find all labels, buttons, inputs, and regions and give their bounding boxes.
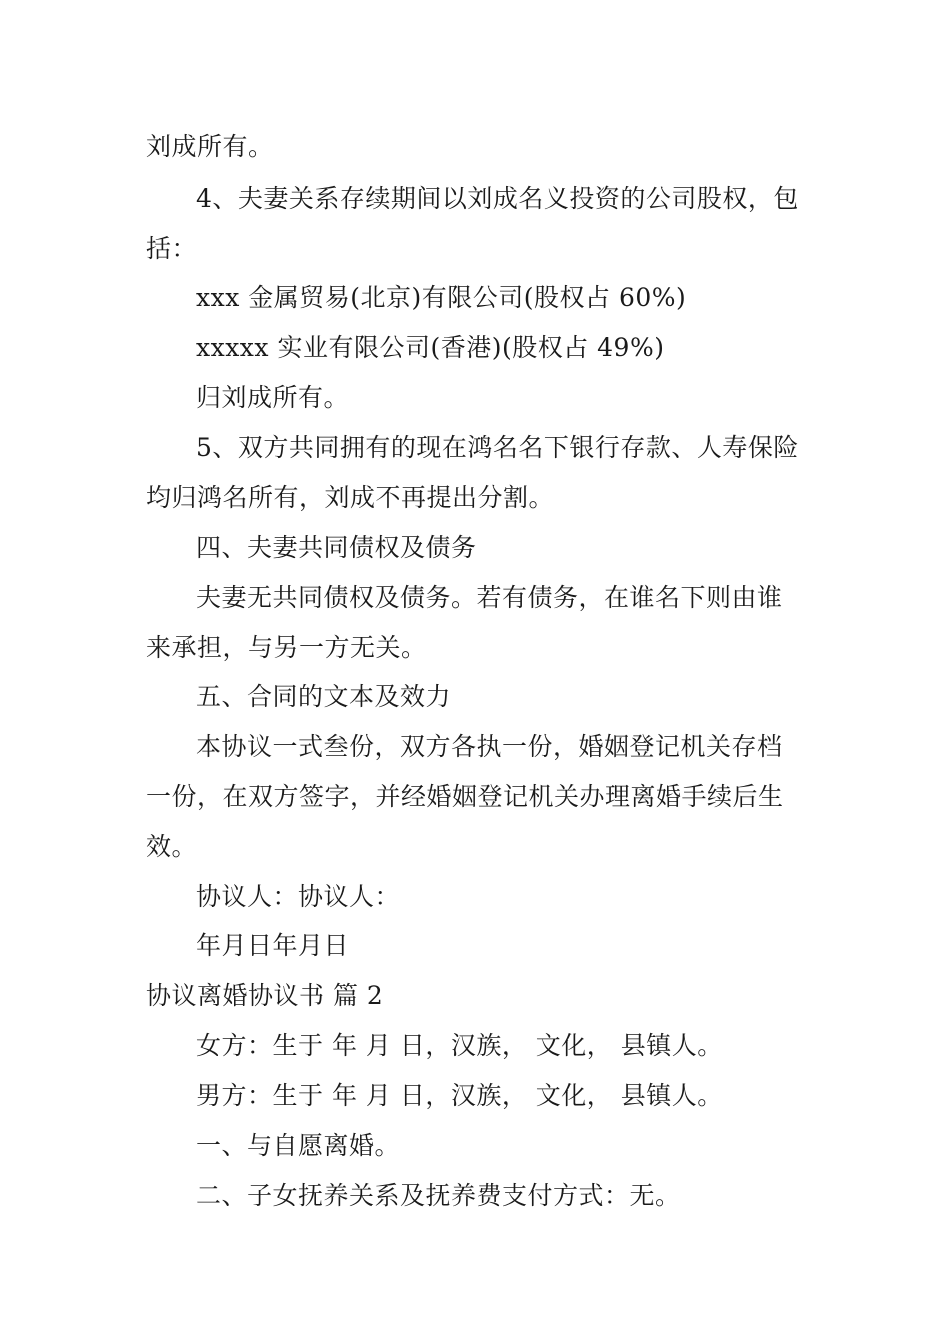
- text-line: 效。: [146, 832, 198, 861]
- text-line: 女方：生于 年 月 日，汉族， 文化， 县镇人。: [196, 1031, 723, 1060]
- text-line: xxx 金属贸易(北京)有限公司(股权占 60%): [196, 283, 687, 312]
- text-line: xxxxx 实业有限公司(香港)(股权占 49%): [196, 333, 665, 362]
- text-line: 一、与自愿离婚。: [196, 1131, 401, 1160]
- section-heading: 四、夫妻共同债权及债务: [196, 533, 477, 562]
- document-title: 协议离婚协议书 篇 2: [146, 981, 384, 1010]
- text-line: 4、夫妻关系存续期间以刘成名义投资的公司股权，包: [196, 184, 799, 213]
- text-line: 5、双方共同拥有的现在鸿名名下银行存款、人寿保险: [196, 433, 799, 462]
- section-heading: 五、合同的文本及效力: [196, 682, 452, 711]
- text-line: 男方：生于 年 月 日，汉族， 文化， 县镇人。: [196, 1081, 723, 1110]
- text-line: 二、子女抚养关系及抚养费支付方式：无。: [196, 1181, 681, 1210]
- text-line: 夫妻无共同债权及债务。若有债务，在谁名下则由谁: [196, 583, 783, 612]
- text-line: 括：: [146, 234, 198, 263]
- signature-line: 协议人：协议人：: [196, 882, 401, 911]
- text-line: 一份，在双方签字，并经婚姻登记机关办理离婚手续后生: [146, 782, 784, 811]
- text-line: 刘成所有。: [146, 132, 274, 161]
- text-line: 本协议一式叁份，双方各执一份，婚姻登记机关存档: [196, 732, 783, 761]
- date-line: 年月日年月日: [196, 931, 350, 960]
- text-line: 均归鸿名所有，刘成不再提出分割。: [146, 483, 555, 512]
- text-line: 来承担，与另一方无关。: [146, 633, 427, 662]
- text-line: 归刘成所有。: [196, 383, 350, 412]
